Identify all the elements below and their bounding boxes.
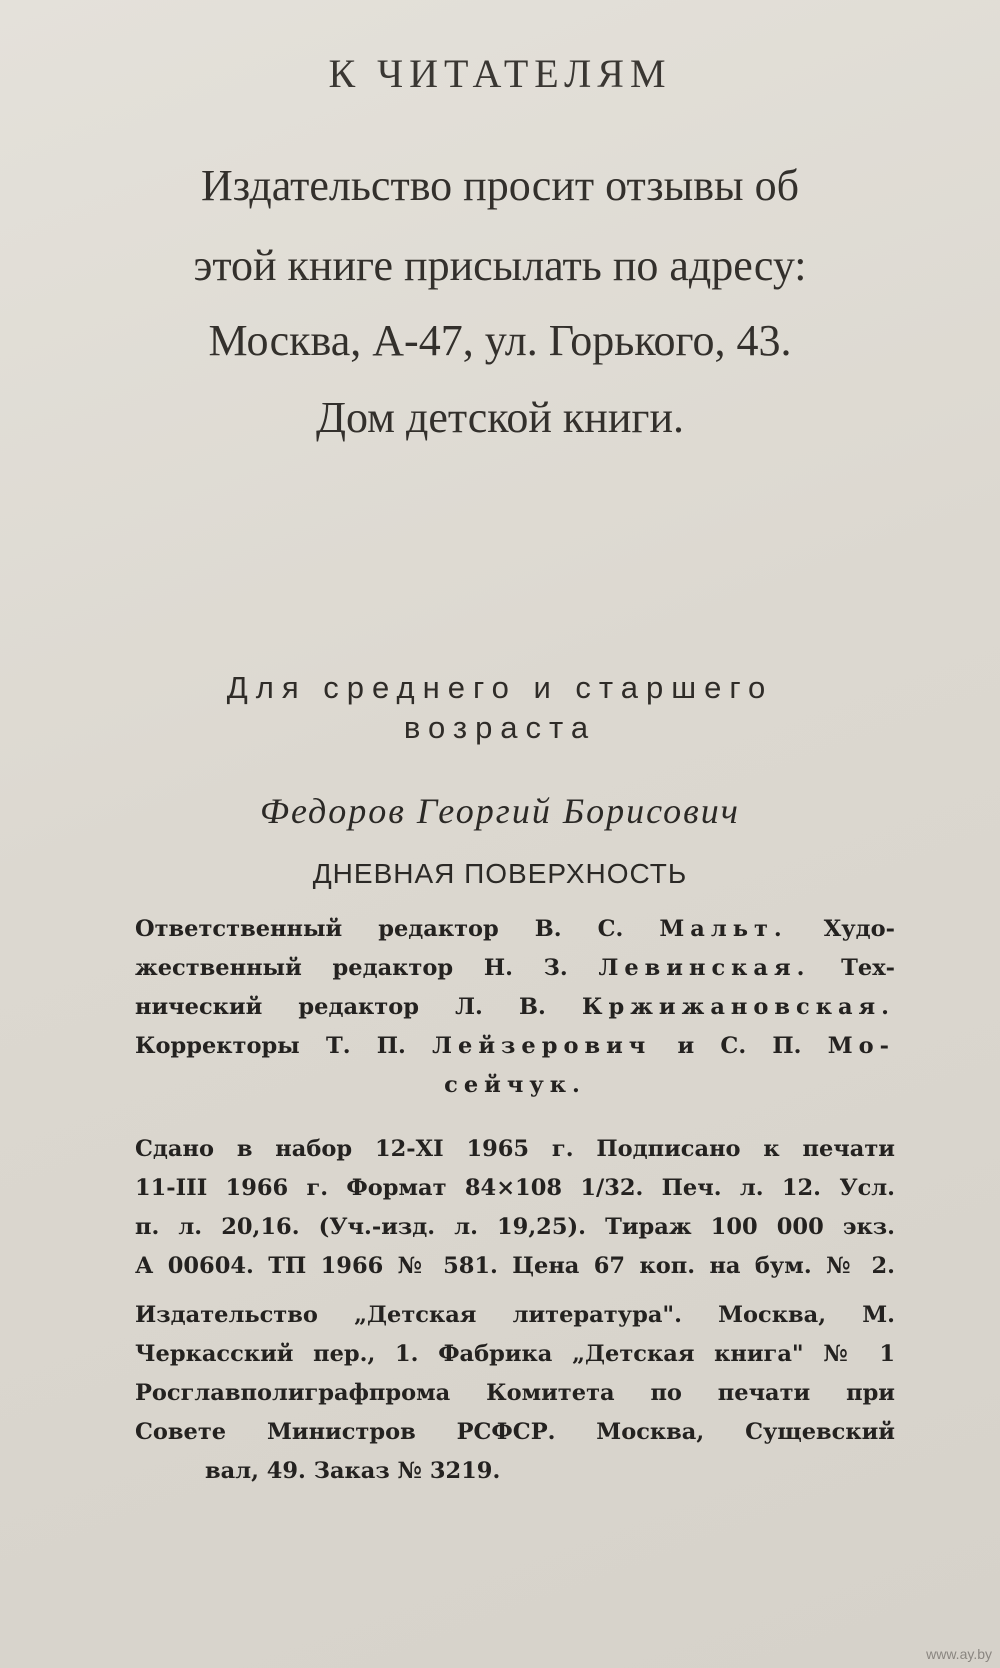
print-imprint bbox=[135, 1130, 895, 1286]
publisher-line: Издательство „Детская литература". Москва, М. bbox=[135, 1302, 895, 1328]
credits-line: нический редактор Л. В. Кржижановская. bbox=[135, 994, 895, 1020]
publisher-line: Совете Министров РСФСР. Москва, Сущевский bbox=[135, 1419, 895, 1445]
appeal-line: этой книге присылать по адресу: bbox=[193, 241, 807, 290]
credits-line: сейчук. bbox=[444, 1072, 586, 1098]
credits-line: Корректоры Т. П. Лейзерович и С. П. Мо- bbox=[135, 1033, 896, 1059]
publisher-line: вал, 49. Заказ № 3219. bbox=[205, 1458, 501, 1484]
imprint-line: Сдано в набор 12-XI 1965 г. Подписано к печати bbox=[135, 1136, 895, 1162]
imprint-line: 11-III 1966 г. Формат 84×108 1/32. Печ. л. 12. Усл. bbox=[135, 1175, 895, 1201]
author-name: Федоров Георгий Борисович bbox=[260, 791, 740, 831]
page-heading: К ЧИТАТЕЛЯМ bbox=[328, 51, 672, 96]
publisher-line: Росглавполиграфпрома Комитета по печати при bbox=[135, 1380, 895, 1406]
credits-line: жественный редактор Н. З. Левинская. Тех- bbox=[135, 955, 895, 981]
appeal-line: Москва, А-47, ул. Горького, 43. bbox=[208, 316, 792, 365]
appeal-line: Дом детской книги. bbox=[316, 393, 684, 442]
age-group-line: возраста bbox=[403, 710, 597, 745]
imprint-line: А 00604. ТП 1966 № 581. Цена 67 коп. на бум. № 2. bbox=[135, 1253, 895, 1279]
publisher-line: Черкасский пер., 1. Фабрика „Детская книга" № 1 bbox=[135, 1341, 895, 1367]
imprint-line: п. л. 20,16. (Уч.-изд. л. 19,25). Тираж 100 000 экз. bbox=[135, 1214, 895, 1240]
site-watermark: www.ay.by bbox=[926, 1646, 992, 1662]
editors-credits bbox=[135, 910, 895, 1105]
appeal-line: Издательство просит отзывы об bbox=[201, 161, 799, 210]
book-title: ДНЕВНАЯ ПОВЕРХНОСТЬ bbox=[312, 858, 688, 889]
publisher-info bbox=[135, 1296, 895, 1491]
credits-line: Ответственный редактор В. С. Мальт. Худо- bbox=[135, 916, 895, 942]
age-group-line: Для среднего и старшего bbox=[226, 670, 774, 705]
